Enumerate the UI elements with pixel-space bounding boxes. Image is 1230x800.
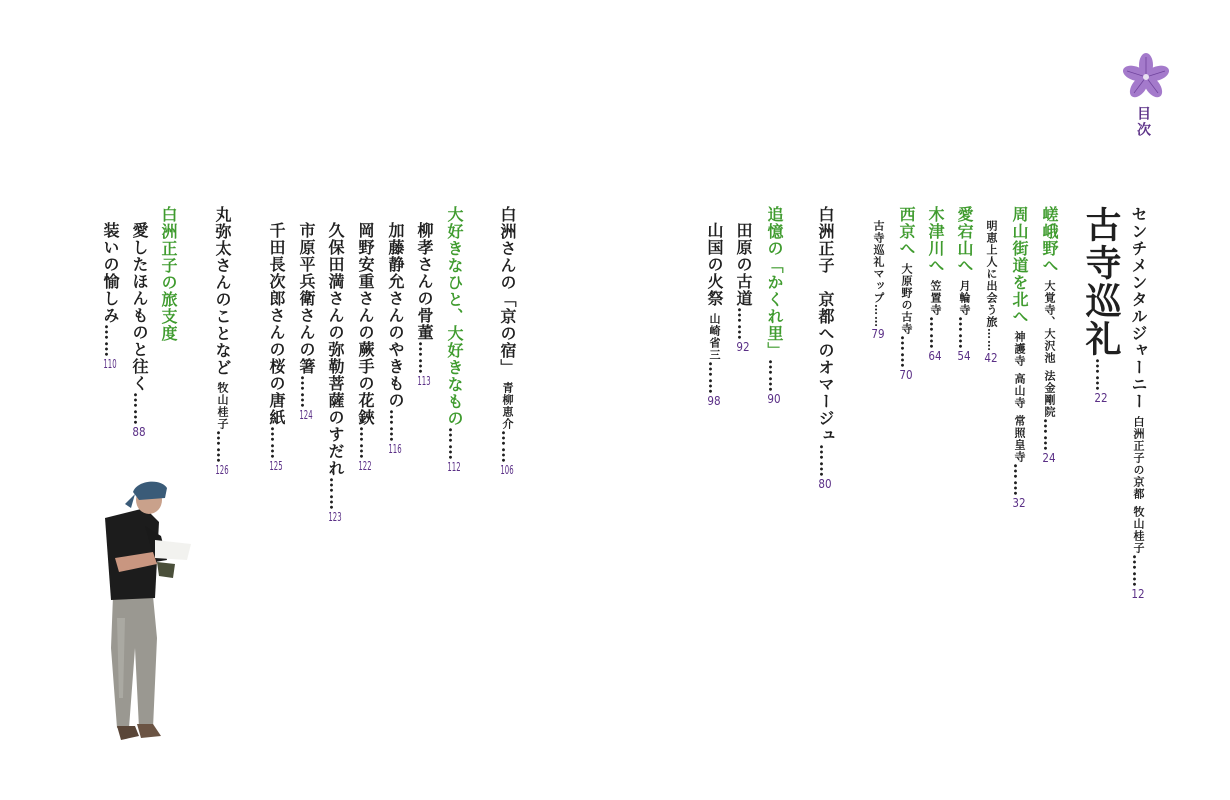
toc-entry[interactable] [985,220,997,364]
toc-entry[interactable] [327,222,343,523]
entry-title: 愛宕山へ [955,206,974,274]
leader-dots: …… [356,426,375,460]
toc-entry[interactable] [387,222,403,455]
page-number: 113 [417,375,431,387]
page-number: 64 [928,350,942,362]
entry-subtitle: 牧山桂子 [216,382,229,430]
entry-title: 追憶の「かくれ里」 [765,206,784,359]
leader-dots: …… [926,316,945,350]
toc-entry[interactable] [499,206,515,476]
entry-title: センチメンタルジャーニー [1129,206,1148,410]
entry-title: 白洲正子 京都へのオマージュ [816,206,835,444]
entry-title: 嵯峨野へ [1040,206,1059,274]
leader-dots: …… [498,430,517,464]
entry-subtitle: 大原野の古寺 [900,263,913,335]
toc-entry[interactable] [735,222,751,353]
toc-entry[interactable] [766,206,782,405]
leader-dots: …… [267,426,286,460]
toc-heading: 目次 [1135,106,1151,138]
leader-dots: …… [130,392,149,426]
leader-dots: …… [897,335,916,369]
page-number: 32 [1012,497,1026,509]
toc-entry[interactable] [817,206,833,490]
entry-subtitle: 青柳恵介 [501,382,514,430]
page-number: 123 [328,511,342,523]
leader-dots: …… [1092,358,1111,392]
leader-dots: …… [955,316,974,350]
entry-title: 大好きなひと、大好きなもの [445,206,464,427]
entry-subtitle: 高山寺 [1013,373,1026,409]
section-heading[interactable] [1076,206,1127,404]
entry-title: 山国の火祭 [705,222,724,307]
toc-entry[interactable] [898,206,914,381]
page-number: 80 [818,478,832,490]
page-number: 126 [215,464,229,476]
entry-title: 西京へ [897,206,916,257]
toc-entry[interactable] [298,222,314,421]
entry-title: 木津川へ [926,206,945,274]
toc-entry[interactable] [268,222,284,472]
toc-entry[interactable] [1130,206,1146,600]
leader-dots: …… [213,430,232,464]
entry-subtitle: 山崎省三 [708,313,721,361]
leader-dots: …… [985,328,998,352]
leader-dots: …… [415,341,434,375]
toc-entry[interactable] [214,206,230,476]
leader-dots: …… [297,375,316,409]
leader-dots: …… [326,477,345,511]
entry-title: 市原平兵衛さんの箸 [297,222,316,375]
page-number: 122 [358,460,372,472]
entry-subtitle: 古寺巡礼マップ [872,220,885,304]
toc-entry[interactable] [416,222,432,387]
entry-title: 丸弥太さんのことなど [213,206,232,376]
bellflower-icon [1122,52,1170,102]
toc-entry[interactable] [357,222,373,472]
leader-dots: …… [101,324,120,358]
toc-entry[interactable] [102,222,118,370]
page-number: 12 [1131,588,1145,600]
entry-author: 牧山桂子 [1132,506,1145,554]
leader-dots: …… [1010,463,1029,497]
entry-title: 周山街道を北へ [1010,206,1029,325]
page-number: 116 [388,443,402,455]
leader-dots: …… [734,307,753,341]
entry-subtitle: 神護寺 [1013,331,1026,367]
page-number: 124 [299,409,313,421]
page-number: 79 [871,328,885,340]
person-photo [95,478,205,748]
entry-subtitle: 明恵上人に出会う旅 [985,220,998,328]
toc-entry[interactable] [872,220,884,340]
section-title: 古寺巡礼 [1080,206,1122,358]
entry-subtitle: 白洲正子の京都 [1132,416,1145,500]
entry-title: 白洲正子の旅支度 [159,206,178,342]
toc-entry[interactable] [160,206,176,342]
toc-entry[interactable] [1011,206,1027,509]
page-number: 90 [767,393,781,405]
entry-subtitle: 法金剛院 [1043,370,1056,418]
page-number: 125 [269,460,283,472]
page-number: 70 [899,369,913,381]
entry-title: 愛したほんものと往く [130,222,149,392]
toc-entry[interactable] [446,206,462,473]
leader-dots: …… [872,304,885,328]
page-number: 54 [957,350,971,362]
page-number: 98 [707,395,721,407]
entry-title: 白洲さんの「京の宿」 [498,206,517,376]
toc-entry[interactable] [1041,206,1057,464]
entry-title: 久保田満さんの弥勒菩薩のすだれ [326,222,345,477]
toc-entry[interactable] [956,206,972,362]
leader-dots: …… [445,427,464,461]
entry-subtitle: 笠置寺 [929,280,942,316]
entry-subtitle: 大覚寺、大沢池 [1043,280,1056,364]
entry-title: 田原の古道 [734,222,753,307]
leader-dots: …… [705,361,724,395]
page-number: 24 [1042,452,1056,464]
page-number: 110 [103,358,117,370]
entry-title: 装いの愉しみ [101,222,120,324]
page-number: 88 [132,426,146,438]
page-number: 106 [500,464,514,476]
leader-dots: …… [1040,418,1059,452]
toc-entry[interactable] [927,206,943,362]
entry-subtitle: 月輪寺 [958,280,971,316]
entry-title: 加藤静允さんのやきもの [386,222,405,409]
toc-entry[interactable] [131,222,147,438]
toc-entry[interactable] [706,222,722,407]
entry-title: 柳孝さんの骨董 [415,222,434,341]
entry-title: 千田長次郎さんの桜の唐紙 [267,222,286,426]
page-number: 92 [736,341,750,353]
leader-dots: …… [816,444,835,478]
page-number: 42 [984,352,998,364]
page-number: 112 [447,461,461,473]
leader-dots: …… [1129,554,1148,588]
entry-subtitle: 常照皇寺 [1013,415,1026,463]
entry-title: 岡野安重さんの蕨手の花鋏 [356,222,375,426]
leader-dots: …… [386,409,405,443]
leader-dots: …… [765,359,784,393]
page-number: 22 [1094,392,1108,404]
